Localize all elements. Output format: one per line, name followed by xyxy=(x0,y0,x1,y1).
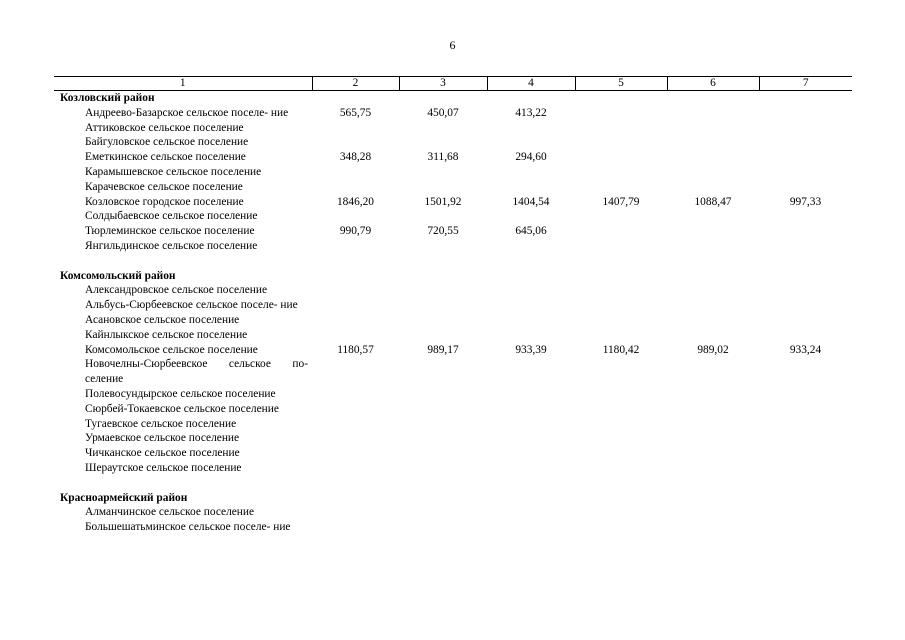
value-cell-col-2: 348,28 xyxy=(339,151,372,164)
settlement-name: Большешатьминское сельское поселе- ние xyxy=(85,521,291,534)
table-row xyxy=(54,520,852,535)
value-cell-col-4: 294,60 xyxy=(515,151,547,164)
value-cell-col-4 xyxy=(487,357,575,387)
value-cell-col-5 xyxy=(575,283,667,298)
settlement-name: Полевосундырское сельское поселение xyxy=(85,387,276,400)
settlement-name: Карачевское сельское поселение xyxy=(85,180,243,193)
value-cell-col-6 xyxy=(667,328,759,343)
value-cell-col-2: 565,75 xyxy=(339,106,372,119)
value-cell-col-4 xyxy=(487,446,575,461)
settlement-name: Урмаевское сельское поселение xyxy=(85,432,240,445)
value-cell-col-5 xyxy=(575,106,667,121)
settlement-name: Солдыбаевское сельское поселение xyxy=(85,210,258,223)
value-cell-col-7 xyxy=(759,106,852,121)
value-cell-col-3 xyxy=(399,446,487,461)
value-cell-col-6: 989,02 xyxy=(697,343,729,356)
value-cell-col-5 xyxy=(575,417,667,432)
value-cell-col-3 xyxy=(399,135,487,150)
value-cell-col-5 xyxy=(575,298,667,313)
settlement-name: Комсомольское сельское поселение xyxy=(85,343,258,356)
value-cell-col-5 xyxy=(575,431,667,446)
value-cell-col-6: 1088,47 xyxy=(694,195,732,208)
table-header-row xyxy=(54,77,852,91)
value-cell-col-4: 1404,54 xyxy=(512,195,550,208)
spacer-cell xyxy=(54,254,852,269)
table-row xyxy=(54,195,852,210)
value-cell-col-2 xyxy=(312,165,399,180)
value-cell-col-2 xyxy=(312,209,399,224)
value-cell-col-6 xyxy=(667,298,759,313)
settlement-name: Александровское сельское поселение xyxy=(85,284,267,297)
value-cell-col-3 xyxy=(399,461,487,476)
value-cell-col-4: 933,39 xyxy=(515,343,547,356)
settlement-name: Альбусь-Сюрбеевское сельское поселе- ние xyxy=(85,299,298,312)
value-cell-col-5 xyxy=(575,209,667,224)
settlement-name: Янгильдинское сельское поселение xyxy=(85,239,258,252)
column-header-1: 1 xyxy=(54,77,312,91)
value-cell-col-7 xyxy=(759,121,852,136)
value-cell-col-6 xyxy=(667,150,759,165)
value-cell-col-7 xyxy=(759,239,852,254)
value-cell-col-5 xyxy=(575,165,667,180)
table-row xyxy=(54,121,852,136)
value-cell-col-4 xyxy=(487,283,575,298)
value-cell-col-7 xyxy=(759,505,852,520)
table-body xyxy=(54,91,852,535)
value-cell-col-5 xyxy=(575,180,667,195)
value-cell-col-6 xyxy=(667,165,759,180)
value-cell-col-6 xyxy=(667,121,759,136)
table-row xyxy=(54,446,852,461)
column-header-2: 2 xyxy=(312,77,399,91)
table-row xyxy=(54,505,852,520)
value-cell-col-3 xyxy=(399,180,487,195)
table-row xyxy=(54,387,852,402)
value-cell-col-6 xyxy=(667,283,759,298)
value-cell-col-3: 311,68 xyxy=(427,151,459,164)
value-cell-col-3 xyxy=(399,520,487,535)
value-cell-col-6 xyxy=(667,106,759,121)
value-cell-col-2: 1180,57 xyxy=(337,343,374,356)
value-cell-col-5: 1180,42 xyxy=(602,343,640,356)
settlement-name: Андреево-Базарское сельское поселе- ние xyxy=(85,106,289,119)
district-name: Комсомольский район xyxy=(60,269,176,282)
value-cell-col-7 xyxy=(759,209,852,224)
settlement-name: Асановское сельское поселение xyxy=(85,313,240,326)
value-cell-col-7 xyxy=(759,461,852,476)
value-cell-col-4 xyxy=(487,135,575,150)
value-cell-col-5 xyxy=(575,402,667,417)
value-cell-col-2 xyxy=(312,520,399,535)
value-cell-col-6 xyxy=(667,224,759,239)
value-cell-col-3: 720,55 xyxy=(427,225,459,238)
value-cell-col-7 xyxy=(759,387,852,402)
value-cell-col-2: 1846,20 xyxy=(336,195,375,208)
value-cell-col-2: 990,79 xyxy=(339,225,372,238)
settlement-name: Сюрбей-Токаевское сельское поселение xyxy=(85,402,279,415)
spacer-row xyxy=(54,254,852,269)
value-cell-col-4: 413,22 xyxy=(515,106,547,119)
value-cell-col-7 xyxy=(759,417,852,432)
value-cell-col-5 xyxy=(575,505,667,520)
value-cell-col-4 xyxy=(487,313,575,328)
value-cell-col-6 xyxy=(667,417,759,432)
value-cell-col-2 xyxy=(312,313,399,328)
value-cell-col-3 xyxy=(399,298,487,313)
value-cell-col-7 xyxy=(759,431,852,446)
value-cell-col-4 xyxy=(487,298,575,313)
value-cell-col-4 xyxy=(487,165,575,180)
settlement-name: Новочелны-Сюрбеевское сельское по- селение xyxy=(85,358,308,386)
value-cell-col-7 xyxy=(759,180,852,195)
table-row xyxy=(54,313,852,328)
value-cell-col-4 xyxy=(487,387,575,402)
table-row xyxy=(54,165,852,180)
value-cell-col-5 xyxy=(575,520,667,535)
value-cell-col-3 xyxy=(399,402,487,417)
table-row xyxy=(54,283,852,298)
value-cell-col-4 xyxy=(487,520,575,535)
value-cell-col-7 xyxy=(759,150,852,165)
value-cell-col-3 xyxy=(399,328,487,343)
value-cell-col-3 xyxy=(399,239,487,254)
value-cell-col-2 xyxy=(312,328,399,343)
table-row xyxy=(54,106,852,121)
data-table xyxy=(54,76,852,535)
value-cell-col-2 xyxy=(312,283,399,298)
value-cell-col-4 xyxy=(487,417,575,432)
value-cell-col-2 xyxy=(312,402,399,417)
column-header-4: 4 xyxy=(487,77,575,91)
table-row xyxy=(54,461,852,476)
value-cell-col-5 xyxy=(575,121,667,136)
value-cell-col-4 xyxy=(487,505,575,520)
value-cell-col-4: 645,06 xyxy=(515,225,547,238)
table-row xyxy=(54,357,852,387)
table-row xyxy=(54,431,852,446)
value-cell-col-7: 997,33 xyxy=(789,195,822,208)
page-number: 6 xyxy=(449,38,456,52)
column-header-7: 7 xyxy=(759,77,852,91)
settlement-name: Кайнлыкское сельское поселение xyxy=(85,328,248,341)
settlement-name: Чичканское сельское поселение xyxy=(85,447,240,460)
value-cell-col-6 xyxy=(667,180,759,195)
value-cell-col-5 xyxy=(575,239,667,254)
settlement-name: Алманчинское сельское поселение xyxy=(85,506,255,519)
value-cell-col-5 xyxy=(575,313,667,328)
value-cell-col-5 xyxy=(575,328,667,343)
value-cell-col-2 xyxy=(312,180,399,195)
value-cell-col-7 xyxy=(759,283,852,298)
value-cell-col-3 xyxy=(399,505,487,520)
value-cell-col-7: 933,24 xyxy=(789,343,822,356)
value-cell-col-7 xyxy=(759,298,852,313)
value-cell-col-2 xyxy=(312,505,399,520)
value-cell-col-2 xyxy=(312,135,399,150)
column-header-3: 3 xyxy=(399,77,487,91)
table-row xyxy=(54,209,852,224)
district-name: Красноармейский район xyxy=(60,491,188,504)
value-cell-col-3 xyxy=(399,165,487,180)
value-cell-col-7 xyxy=(759,357,852,387)
table-row xyxy=(54,135,852,150)
value-cell-col-2 xyxy=(312,387,399,402)
value-cell-col-3 xyxy=(399,431,487,446)
district-row xyxy=(54,269,852,284)
spacer-row xyxy=(54,476,852,491)
value-cell-col-2 xyxy=(312,121,399,136)
table-row xyxy=(54,298,852,313)
value-cell-col-3: 989,17 xyxy=(427,343,459,356)
settlement-name: Карамышевское сельское поселение xyxy=(85,165,262,178)
value-cell-col-6 xyxy=(667,461,759,476)
value-cell-col-6 xyxy=(667,387,759,402)
settlement-name: Козловское городское поселение xyxy=(85,195,244,208)
value-cell-col-5 xyxy=(575,461,667,476)
table-row xyxy=(54,180,852,195)
value-cell-col-3 xyxy=(399,387,487,402)
settlement-name: Еметкинское сельское поселение xyxy=(85,151,246,164)
value-cell-col-6 xyxy=(667,357,759,387)
value-cell-col-3 xyxy=(399,313,487,328)
table-row xyxy=(54,150,852,165)
value-cell-col-5 xyxy=(575,387,667,402)
value-cell-col-2 xyxy=(312,239,399,254)
settlement-name: Тюрлеминское сельское поселение xyxy=(85,225,255,238)
value-cell-col-3: 1501,92 xyxy=(424,195,462,208)
table-row xyxy=(54,224,852,239)
value-cell-col-6 xyxy=(667,431,759,446)
value-cell-col-4 xyxy=(487,402,575,417)
value-cell-col-7 xyxy=(759,313,852,328)
value-cell-col-6 xyxy=(667,135,759,150)
value-cell-col-2 xyxy=(312,461,399,476)
value-cell-col-4 xyxy=(487,461,575,476)
column-header-5: 5 xyxy=(575,77,667,91)
value-cell-col-7 xyxy=(759,520,852,535)
value-cell-col-2 xyxy=(312,298,399,313)
value-cell-col-2 xyxy=(312,446,399,461)
value-cell-col-6 xyxy=(667,505,759,520)
value-cell-col-7 xyxy=(759,402,852,417)
district-row xyxy=(54,491,852,506)
value-cell-col-7 xyxy=(759,165,852,180)
value-cell-col-7 xyxy=(759,446,852,461)
value-cell-col-6 xyxy=(667,520,759,535)
value-cell-col-6 xyxy=(667,446,759,461)
value-cell-col-2 xyxy=(312,417,399,432)
district-row xyxy=(54,91,852,106)
value-cell-col-6 xyxy=(667,402,759,417)
spacer-cell xyxy=(54,476,852,491)
table-row xyxy=(54,417,852,432)
value-cell-col-5 xyxy=(575,135,667,150)
value-cell-col-6 xyxy=(667,239,759,254)
value-cell-col-4 xyxy=(487,239,575,254)
value-cell-col-7 xyxy=(759,328,852,343)
value-cell-col-7 xyxy=(759,224,852,239)
value-cell-col-4 xyxy=(487,180,575,195)
value-cell-col-5 xyxy=(575,224,667,239)
value-cell-col-6 xyxy=(667,313,759,328)
value-cell-col-3: 450,07 xyxy=(427,106,459,119)
table-row xyxy=(54,328,852,343)
value-cell-col-5 xyxy=(575,446,667,461)
settlement-name: Аттиковское сельское поселение xyxy=(85,121,244,134)
value-cell-col-2 xyxy=(312,357,399,387)
value-cell-col-3 xyxy=(399,121,487,136)
value-cell-col-7 xyxy=(759,135,852,150)
value-cell-col-6 xyxy=(667,209,759,224)
value-cell-col-2 xyxy=(312,431,399,446)
value-cell-col-3 xyxy=(399,417,487,432)
value-cell-col-5 xyxy=(575,150,667,165)
settlement-name: Байгуловское сельское поселение xyxy=(85,136,249,149)
value-cell-col-4 xyxy=(487,121,575,136)
value-cell-col-3 xyxy=(399,209,487,224)
settlement-name: Шераутское сельское поселение xyxy=(85,461,242,474)
district-name: Козловский район xyxy=(60,92,155,104)
settlement-name: Тугаевское сельское поселение xyxy=(85,417,237,430)
column-header-6: 6 xyxy=(667,77,759,91)
value-cell-col-5: 1407,79 xyxy=(602,195,640,208)
value-cell-col-4 xyxy=(487,209,575,224)
value-cell-col-4 xyxy=(487,328,575,343)
value-cell-col-5 xyxy=(575,357,667,387)
table-row xyxy=(54,343,852,358)
value-cell-col-4 xyxy=(487,431,575,446)
value-cell-col-3 xyxy=(399,357,487,387)
table-row xyxy=(54,239,852,254)
value-cell-col-3 xyxy=(399,283,487,298)
table-row xyxy=(54,402,852,417)
